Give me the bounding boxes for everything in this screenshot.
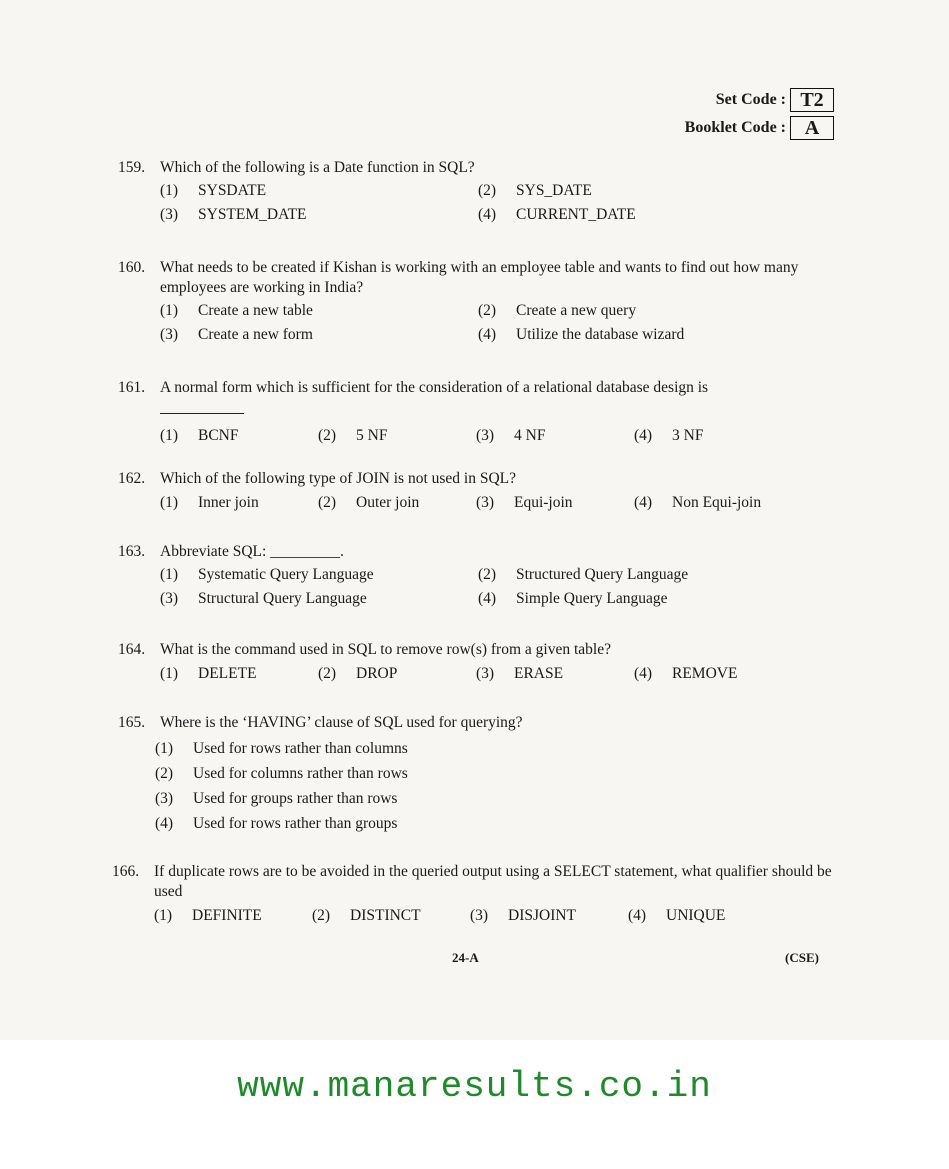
option-text: Used for columns rather than rows [193, 765, 408, 782]
option-text: Outer join [356, 494, 420, 511]
page-number: 24-A [452, 950, 479, 965]
option [478, 181, 796, 201]
option-number: (2) [478, 182, 497, 199]
question-text: Abbreviate SQL: _________. [160, 543, 344, 560]
option-number: (4) [634, 427, 653, 444]
question-165 [118, 713, 838, 834]
option-text: DISJOINT [508, 907, 577, 924]
booklet-code-label: Booklet Code : [684, 119, 786, 136]
option [155, 814, 838, 834]
option-text: DROP [356, 665, 398, 682]
option-number: (1) [160, 665, 179, 682]
question-161 [118, 378, 838, 446]
option-text: Equi-join [514, 494, 573, 511]
option [478, 205, 796, 225]
option-number: (3) [160, 590, 179, 607]
option-number: (2) [312, 907, 331, 924]
option [160, 426, 318, 446]
option-text: DISTINCT [350, 907, 421, 924]
option [160, 205, 478, 225]
option-number: (1) [154, 907, 173, 924]
booklet-code-row [685, 114, 834, 142]
option-text: CURRENT_DATE [516, 206, 636, 223]
option-number: (4) [478, 326, 497, 343]
option [160, 589, 478, 609]
option-number: (2) [478, 302, 497, 319]
option-number: (2) [318, 427, 337, 444]
option [476, 493, 634, 513]
option-text: SYS_DATE [516, 182, 592, 199]
question-number: 162. [118, 470, 146, 487]
option-number: (3) [160, 326, 179, 343]
option [155, 789, 838, 809]
option-number: (3) [476, 427, 495, 444]
set-code-label: Set Code : [715, 91, 786, 108]
option [478, 565, 796, 585]
option [318, 664, 476, 684]
question-162 [118, 469, 838, 513]
option-text: UNIQUE [666, 907, 726, 924]
question-text: Which of the following is a Date function in SQL? [160, 159, 475, 176]
option-number: (1) [155, 740, 174, 757]
question-number: 165. [118, 714, 146, 731]
question-number: 160. [118, 259, 146, 276]
option-number: (4) [634, 494, 653, 511]
option [154, 906, 312, 926]
option-text: SYSDATE [198, 182, 267, 199]
option-number: (2) [318, 494, 337, 511]
option-text: REMOVE [672, 665, 738, 682]
option-text: SYSTEM_DATE [198, 206, 307, 223]
question-text: If duplicate rows are to be avoided in the queried output using a SELECT statement, what qualifier should be used [154, 863, 832, 900]
option-number: (1) [160, 427, 179, 444]
answer-blank [160, 401, 244, 414]
option-text: Used for groups rather than rows [193, 790, 398, 807]
option [318, 426, 476, 446]
option [478, 325, 796, 345]
option-text: Structural Query Language [198, 590, 367, 607]
option [160, 493, 318, 513]
option-text: Create a new query [516, 302, 637, 319]
question-number: 164. [118, 641, 146, 658]
question-text: Which of the following type of JOIN is not used in SQL? [160, 470, 517, 487]
website-watermark: www.manaresults.co.in [237, 1066, 712, 1107]
question-number: 166. [112, 863, 140, 880]
option-text: Used for rows rather than columns [193, 740, 408, 757]
option-number: (3) [155, 790, 174, 807]
option-text: 5 NF [356, 427, 388, 444]
option-text: DEFINITE [192, 907, 262, 924]
option-number: (4) [478, 206, 497, 223]
option [634, 426, 814, 446]
set-code-row [685, 86, 834, 114]
option-text: Simple Query Language [516, 590, 668, 607]
option-number: (2) [318, 665, 337, 682]
option-text: Create a new form [198, 326, 313, 343]
option-text: Inner join [198, 494, 259, 511]
option-text: Create a new table [198, 302, 313, 319]
option-number: (3) [476, 665, 495, 682]
option [160, 301, 478, 321]
set-code-box: T2 [790, 88, 834, 112]
question-166 [112, 862, 832, 926]
option [160, 181, 478, 201]
question-number: 161. [118, 379, 146, 396]
option [318, 493, 476, 513]
question-164 [118, 640, 838, 684]
option-number: (4) [628, 907, 647, 924]
option-number: (4) [478, 590, 497, 607]
option-number: (1) [160, 566, 179, 583]
option-number: (3) [470, 907, 489, 924]
question-text: What needs to be created if Kishan is working with an employee table and wants to find out how many employees are working in India? [160, 259, 799, 296]
option-text: Used for rows rather than groups [193, 815, 398, 832]
option-text: Utilize the database wizard [516, 326, 685, 343]
option-number: (3) [476, 494, 495, 511]
option [478, 589, 796, 609]
option [160, 565, 478, 585]
subject-code: (CSE) [785, 950, 819, 965]
option-number: (4) [634, 665, 653, 682]
option-number: (4) [155, 815, 174, 832]
option [470, 906, 628, 926]
option-text: ERASE [514, 665, 564, 682]
option-text: 3 NF [672, 427, 704, 444]
question-number: 163. [118, 543, 146, 560]
option [155, 764, 838, 784]
option-number: (2) [478, 566, 497, 583]
option [634, 664, 814, 684]
option [155, 739, 838, 759]
option [160, 664, 318, 684]
option [478, 301, 796, 321]
question-text: Where is the ‘HAVING’ clause of SQL used for querying? [160, 714, 523, 731]
question-160 [118, 258, 838, 345]
question-text: A normal form which is sufficient for the consideration of a relational database design is [160, 379, 709, 396]
question-number: 159. [118, 159, 146, 176]
code-block [685, 86, 834, 142]
option-text: 4 NF [514, 427, 546, 444]
option-text: Non Equi-join [672, 494, 762, 511]
question-text: What is the command used in SQL to remove row(s) from a given table? [160, 641, 611, 658]
option-number: (2) [155, 765, 174, 782]
option-number: (1) [160, 494, 179, 511]
option [476, 426, 634, 446]
option-text: Structured Query Language [516, 566, 689, 583]
option [312, 906, 470, 926]
option [476, 664, 634, 684]
question-159 [118, 158, 838, 225]
option-number: (3) [160, 206, 179, 223]
option-number: (1) [160, 302, 179, 319]
option-number: (1) [160, 182, 179, 199]
option-text: DELETE [198, 665, 257, 682]
option [634, 493, 814, 513]
question-163 [118, 542, 838, 609]
booklet-code-box: A [790, 116, 834, 140]
option [628, 906, 808, 926]
option [160, 325, 478, 345]
option-text: Systematic Query Language [198, 566, 374, 583]
option-text: BCNF [198, 427, 239, 444]
